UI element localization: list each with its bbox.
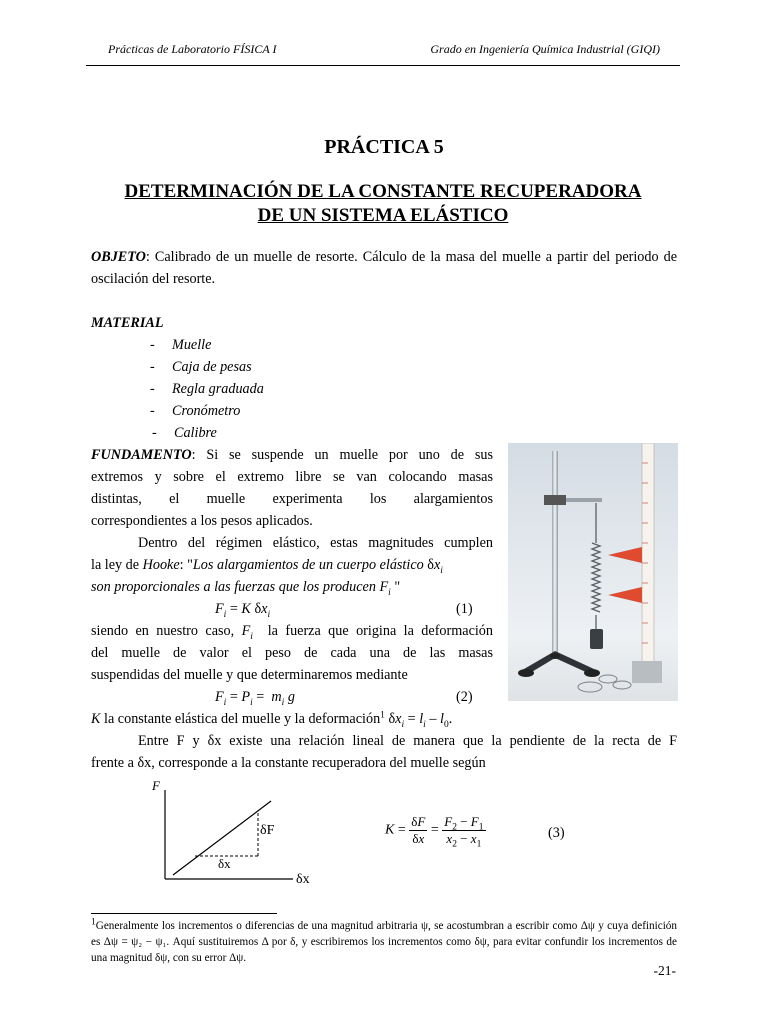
material-item: - Cronómetro	[150, 403, 241, 419]
fundamento-line: siendo en nuestro caso, $F_i$ la fuerza que origina la deformación	[91, 623, 493, 642]
material-item: - Calibre	[152, 425, 217, 441]
footnote	[91, 918, 677, 966]
spring-apparatus-photo	[508, 443, 678, 701]
equation-2: $F_i = P_i = m_i$ g	[215, 689, 295, 708]
equation-1: $F_i = K$ $\delta x_i$	[215, 601, 271, 620]
footnote-mark: 1	[91, 917, 96, 928]
material-label: MATERIAL	[91, 315, 164, 331]
header-divider	[86, 65, 680, 66]
footnote-divider	[91, 913, 277, 914]
graph-x-label: δx	[296, 872, 310, 887]
objeto-label: OBJETO	[91, 249, 146, 265]
fundamento-line: extremos y sobre el extremo libre se van colocando masas	[91, 469, 493, 485]
header-degree-title: Grado en Ingeniería Química Industrial (GIQI)	[430, 42, 660, 56]
graph-dx-label: δx	[218, 856, 231, 871]
objeto-paragraph	[91, 246, 677, 290]
footnote-ref: 1	[380, 710, 385, 721]
fundamento-line: Dentro del régimen elástico, estas magnitudes cumplen	[138, 535, 493, 551]
page-title: PRÁCTICA 5	[324, 136, 444, 158]
subtitle-line-2: DE UN SISTEMA ELÁSTICO	[257, 205, 509, 226]
fundamento-line: distintas, el muelle experimenta los alargamientos	[91, 491, 493, 507]
subtitle-line-1: DETERMINACIÓN DE LA CONSTANTE RECUPERADORA	[124, 181, 642, 202]
fundamento-line: Entre F y δx existe una relación lineal de manera que la pendiente de la recta de F	[138, 733, 677, 749]
fundamento-line: son proporcionales a las fuerzas que los producen $F_i$ "	[91, 579, 401, 598]
objeto-text: : Calibrado de un muelle de resorte. Cálculo de la masa del muelle a partir del periodo de oscilación del resorte.	[91, 249, 677, 287]
equation-3-number: (3)	[548, 825, 565, 841]
fundamento-line: del muelle de valor el peso de cada una de las masas	[91, 645, 493, 661]
graph-y-label: F	[152, 778, 160, 793]
header-course-title: Prácticas de Laboratorio FÍSICA I	[108, 42, 277, 56]
hooke-name: Hooke	[142, 557, 180, 573]
equation-1-number: (1)	[456, 601, 473, 617]
material-item: - Regla graduada	[150, 381, 264, 397]
fundamento-line: la ley de Hooke: "Los alargamientos de un cuerpo elástico $\delta x_i$	[91, 557, 443, 576]
fundamento-line: correspondientes a los pesos aplicados.	[91, 513, 313, 529]
fundamento-line: frente a δx, corresponde a la constante recuperadora del muelle según	[91, 755, 486, 771]
equation-3: K = $\frac{\delta F}{\delta x}$ = $\frac{F_2 - F_1}{x_2 - x_1}$	[385, 814, 484, 850]
equation-2-number: (2)	[456, 689, 473, 705]
graph-dF-label: δF	[260, 823, 275, 838]
fundamento-line: suspendidas del muelle y que determinaremos mediante	[91, 667, 408, 683]
material-item: - Muelle	[150, 337, 212, 353]
material-item: - Caja de pesas	[150, 359, 252, 375]
page-subtitle	[86, 180, 680, 228]
footnote-text: Generalmente los incrementos o diferencias de una magnitud arbitraria ψ, se acostumbran a escribir como Δψ y cuya definición es Δψ = ψ₂ − ψ₁. Aquí sustituiremos Δ por δ, y escribiremos los incrementos como δψ, para evitar confundir los incrementos de una magnitud δψ, con su error Δψ.	[91, 920, 677, 964]
page-number: -21-	[653, 963, 676, 978]
force-extension-graph	[148, 776, 318, 894]
fundamento-line: K la constante elástica del muelle y la deformación$^1$ $\delta x_i = l_i - l_0$.	[91, 710, 453, 730]
fundamento-line: FUNDAMENTO: Si se suspende un muelle por uno de sus	[91, 447, 493, 463]
fundamento-label: FUNDAMENTO	[91, 447, 192, 463]
